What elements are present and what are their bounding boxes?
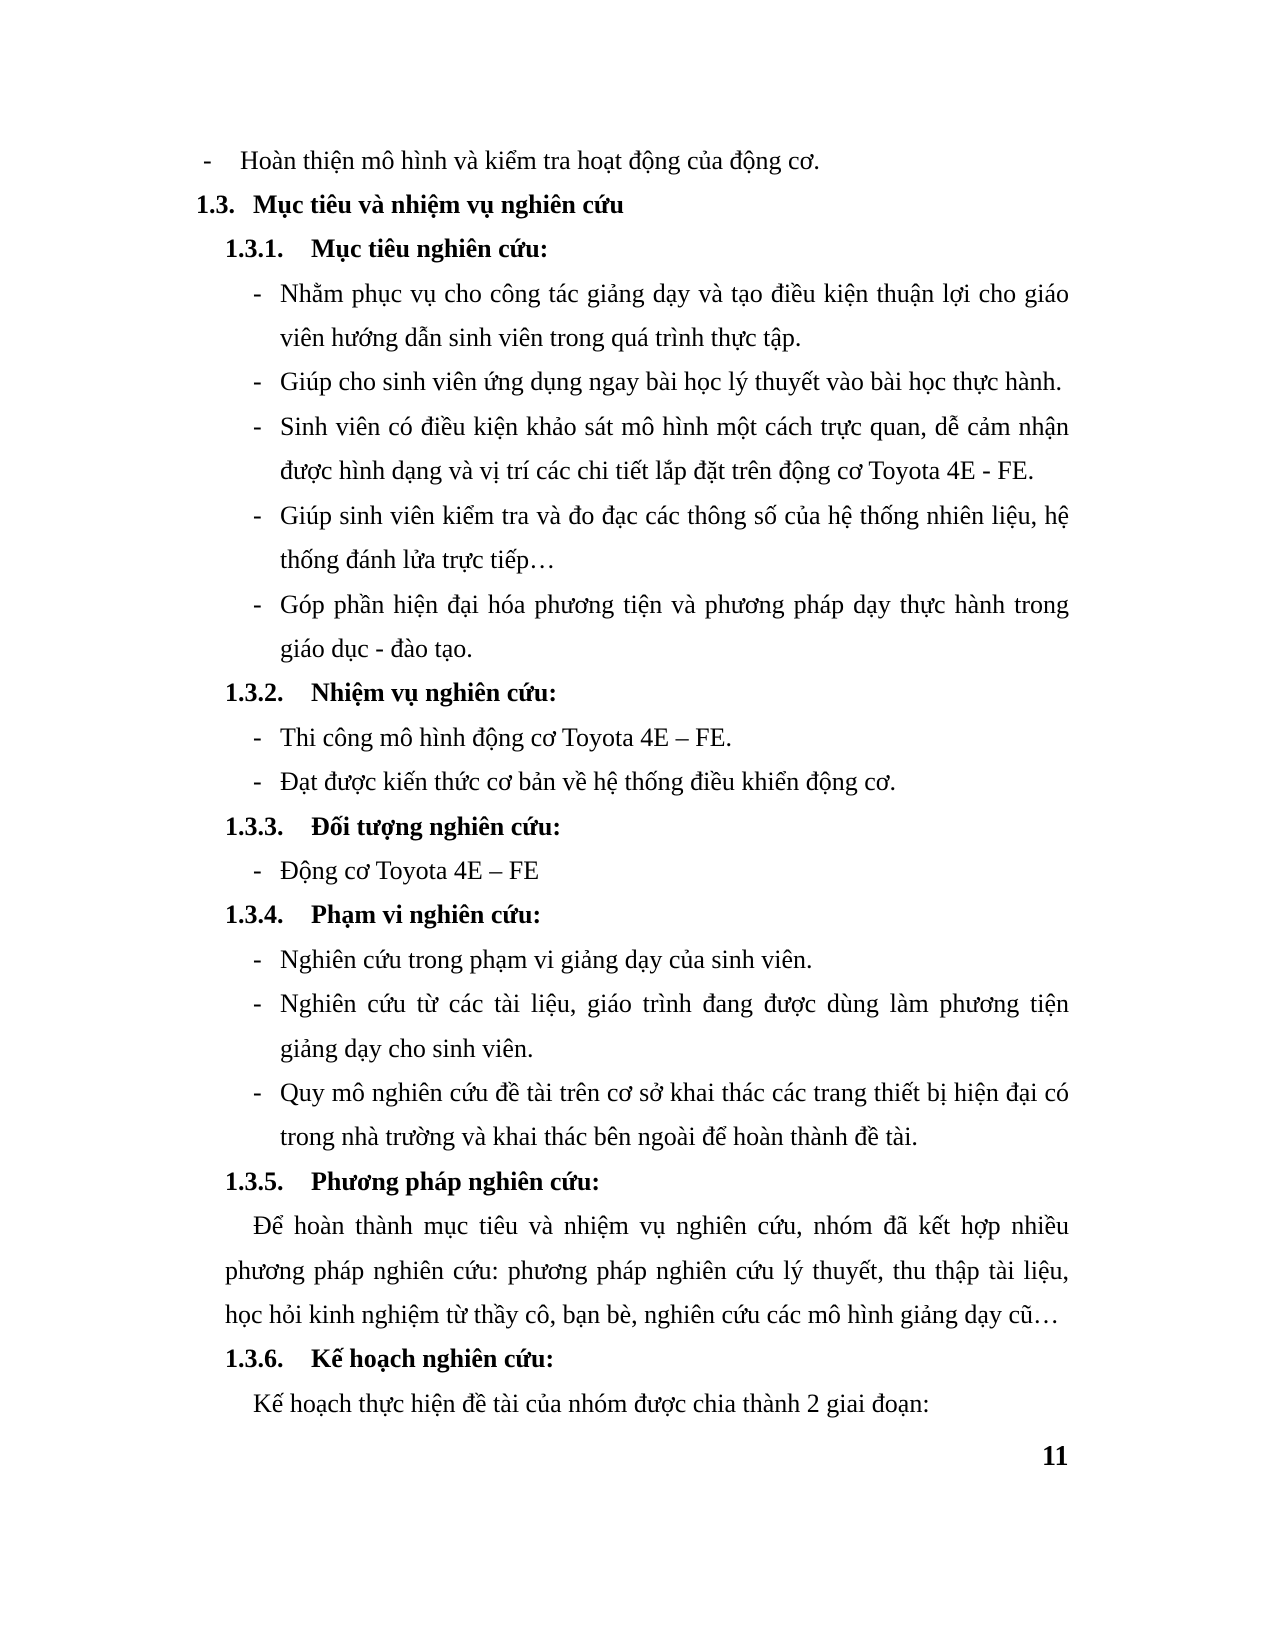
paragraph-line: Kế hoạch thực hiện đề tài của nhóm được chia thành 2 giai đoạn: bbox=[253, 1389, 930, 1418]
bullet-dash: - bbox=[253, 723, 262, 752]
paragraph-line: Để hoàn thành mục tiêu và nhiệm vụ nghiên cứu, nhóm đã kết hợp nhiều bbox=[253, 1211, 1069, 1240]
list-item-line: Động cơ Toyota 4E – FE bbox=[280, 856, 540, 885]
bullet-dash: - bbox=[203, 146, 212, 175]
list-item-line: Quy mô nghiên cứu đề tài trên cơ sở khai thác các trang thiết bị hiện đại có bbox=[280, 1078, 1069, 1107]
list-item-line: Sinh viên có điều kiện khảo sát mô hình một cách trực quan, dễ cảm nhận bbox=[280, 412, 1069, 441]
subsection-title: Mục tiêu nghiên cứu: bbox=[311, 234, 549, 263]
paragraph-line: học hỏi kinh nghiệm từ thầy cô, bạn bè, nghiên cứu các mô hình giảng dạy cũ… bbox=[225, 1300, 1059, 1329]
subsection-title: Phạm vi nghiên cứu: bbox=[311, 900, 542, 929]
section-title: Mục tiêu và nhiệm vụ nghiên cứu bbox=[253, 190, 624, 219]
intro-bullet-text: Hoàn thiện mô hình và kiểm tra hoạt động của động cơ. bbox=[240, 146, 820, 175]
bullet-dash: - bbox=[253, 279, 262, 308]
list-item-line: Góp phần hiện đại hóa phương tiện và phương pháp dạy thực hành trong bbox=[280, 590, 1069, 619]
subsection-number: 1.3.4. bbox=[225, 900, 284, 929]
page-number: 11 bbox=[1042, 1441, 1069, 1472]
list-item-line: trong nhà trường và khai thác bên ngoài để hoàn thành đề tài. bbox=[280, 1122, 918, 1151]
list-item-line: được hình dạng và vị trí các chi tiết lắp đặt trên động cơ Toyota 4E - FE. bbox=[280, 456, 1035, 485]
section-number: 1.3. bbox=[196, 190, 235, 219]
subsection-title: Nhiệm vụ nghiên cứu: bbox=[311, 678, 558, 707]
bullet-dash: - bbox=[253, 412, 262, 441]
list-item-line: Thi công mô hình động cơ Toyota 4E – FE. bbox=[280, 723, 732, 752]
subsection-number: 1.3.5. bbox=[225, 1167, 284, 1196]
subsection-number: 1.3.2. bbox=[225, 678, 284, 707]
list-item-line: Nghiên cứu trong phạm vi giảng dạy của sinh viên. bbox=[280, 945, 813, 974]
list-item-line: Đạt được kiến thức cơ bản về hệ thống điều khiển động cơ. bbox=[280, 767, 896, 796]
subsection-title: Phương pháp nghiên cứu: bbox=[311, 1167, 601, 1196]
list-item-line: thống đánh lửa trực tiếp… bbox=[280, 545, 556, 574]
list-item-line: giáo dục - đào tạo. bbox=[280, 634, 473, 663]
bullet-dash: - bbox=[253, 945, 262, 974]
subsection-title: Kế hoạch nghiên cứu: bbox=[311, 1344, 555, 1373]
list-item-line: Giúp cho sinh viên ứng dụng ngay bài học lý thuyết vào bài học thực hành. bbox=[280, 367, 1063, 396]
subsection-title: Đối tượng nghiên cứu: bbox=[311, 812, 562, 841]
list-item-line: Nghiên cứu từ các tài liệu, giáo trình đang được dùng làm phương tiện bbox=[280, 989, 1069, 1018]
bullet-dash: - bbox=[253, 501, 262, 530]
bullet-dash: - bbox=[253, 590, 262, 619]
list-item-line: giảng dạy cho sinh viên. bbox=[280, 1034, 534, 1063]
bullet-dash: - bbox=[253, 367, 262, 396]
list-item-line: viên hướng dẫn sinh viên trong quá trình thực tập. bbox=[280, 323, 802, 352]
subsection-number: 1.3.1. bbox=[225, 234, 284, 263]
subsection-number: 1.3.3. bbox=[225, 812, 284, 841]
list-item-line: Nhằm phục vụ cho công tác giảng dạy và tạo điều kiện thuận lợi cho giáo bbox=[280, 279, 1069, 308]
bullet-dash: - bbox=[253, 767, 262, 796]
paragraph-line: phương pháp nghiên cứu: phương pháp nghiên cứu lý thuyết, thu thập tài liệu, bbox=[225, 1256, 1069, 1285]
bullet-dash: - bbox=[253, 989, 262, 1018]
list-item-line: Giúp sinh viên kiểm tra và đo đạc các thông số của hệ thống nhiên liệu, hệ bbox=[280, 501, 1069, 530]
subsection-number: 1.3.6. bbox=[225, 1344, 284, 1373]
bullet-dash: - bbox=[253, 1078, 262, 1107]
bullet-dash: - bbox=[253, 856, 262, 885]
